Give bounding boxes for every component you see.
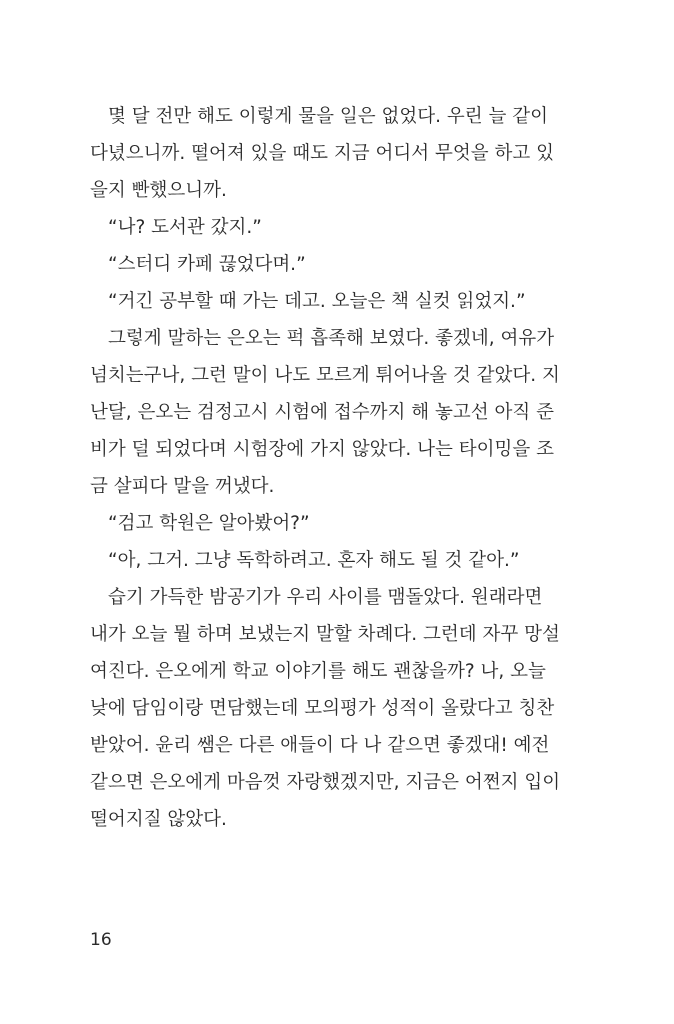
text-line: 그렇게 말하는 은오는 퍽 흡족해 보였다. 좋겠네, 여유가 xyxy=(108,328,555,349)
text-line: 낮에 담임이랑 면담했는데 모의평가 성적이 올랐다고 칭찬 xyxy=(90,698,555,719)
text-line: “스터디 카페 끊었다며.” xyxy=(108,254,306,275)
text-line: 받았어. 윤리 쌤은 다른 애들이 다 나 같으면 좋겠대! 예전 xyxy=(90,735,550,756)
text-line: 난달, 은오는 검정고시 시험에 접수까지 해 놓고선 아직 준 xyxy=(90,402,554,423)
text-line: “거긴 공부할 때 가는 데고. 오늘은 책 실컷 읽었지.” xyxy=(108,291,526,312)
text-line: 같으면 은오에게 마음껏 자랑했겠지만, 지금은 어쩐지 입이 xyxy=(90,772,561,793)
text-line: 여진다. 은오에게 학교 이야기를 해도 괜찮을까? 나, 오늘 xyxy=(90,661,546,682)
text-line: “나? 도서관 갔지.” xyxy=(108,217,262,238)
page-number: 16 xyxy=(90,930,112,950)
text-line: 떨어지질 않았다. xyxy=(90,809,227,830)
text-line: 넘치는구나, 그런 말이 나도 모르게 튀어나올 것 같았다. 지 xyxy=(90,365,560,386)
text-line: 내가 오늘 뭘 하며 보냈는지 말할 차례다. 그런데 자꾸 망설 xyxy=(90,624,560,645)
text-line: 비가 덜 되었다며 시험장에 가지 않았다. 나는 타이밍을 조 xyxy=(90,439,554,460)
text-line: 을지 빤했으니까. xyxy=(90,180,227,201)
text-line: “아, 그거. 그냥 독학하려고. 혼자 해도 될 것 같아.” xyxy=(108,550,520,571)
text-line: 금 살피다 말을 꺼냈다. xyxy=(90,476,275,497)
text-line: “검고 학원은 알아봤어?” xyxy=(108,513,310,534)
text-line: 몇 달 전만 해도 이렇게 물을 일은 없었다. 우린 늘 같이 xyxy=(108,106,548,127)
text-line: 습기 가득한 밤공기가 우리 사이를 맴돌았다. 원래라면 xyxy=(108,587,543,608)
text-line: 다녔으니까. 떨어져 있을 때도 지금 어디서 무엇을 하고 있 xyxy=(90,143,554,164)
